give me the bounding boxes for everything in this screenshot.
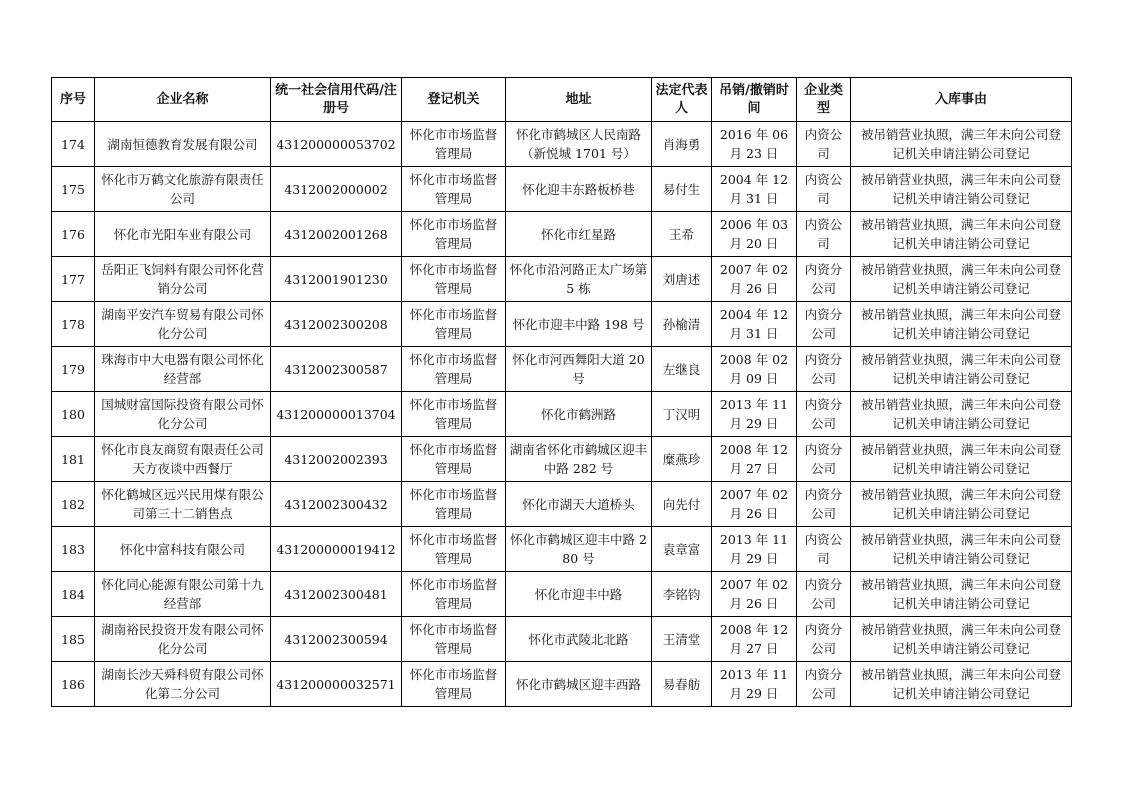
cell-reason: 被吊销营业执照，满三年未向公司登记机关申请注销公司登记 xyxy=(851,617,1072,662)
cell-company-name: 岳阳正飞饲料有限公司怀化营销分公司 xyxy=(95,257,271,302)
cell-index: 179 xyxy=(52,347,95,392)
cell-address: 怀化市鹤城区迎丰中路 280 号 xyxy=(506,527,652,572)
cell-address: 怀化市迎丰中路 xyxy=(506,572,652,617)
cell-company-name: 怀化市光阳车业有限公司 xyxy=(95,212,271,257)
table-row xyxy=(52,662,1072,707)
cell-legal-representative: 李铭钧 xyxy=(652,572,712,617)
table-row xyxy=(52,527,1072,572)
table-row xyxy=(52,347,1072,392)
cell-address: 湖南省怀化市鹤城区迎丰中路 282 号 xyxy=(506,437,652,482)
cell-company-type: 内资分公司 xyxy=(797,617,851,662)
cell-legal-representative: 左继良 xyxy=(652,347,712,392)
cell-address: 怀化市沿河路正太广场第 5 栋 xyxy=(506,257,652,302)
cell-company-type: 内资公司 xyxy=(797,167,851,212)
table-header xyxy=(52,78,1072,122)
cell-legal-representative: 丁汉明 xyxy=(652,392,712,437)
cell-legal-representative: 刘唐述 xyxy=(652,257,712,302)
table-row xyxy=(52,257,1072,302)
cell-company-name: 怀化市万鹤文化旅游有限责任公司 xyxy=(95,167,271,212)
cell-revocation-date: 2008 年 12 月 27 日 xyxy=(712,617,797,662)
cell-company-name: 怀化鹤城区远兴民用煤有限公司第三十二销售点 xyxy=(95,482,271,527)
cell-reason: 被吊销营业执照，满三年未向公司登记机关申请注销公司登记 xyxy=(851,347,1072,392)
cell-legal-representative: 孙榆清 xyxy=(652,302,712,347)
cell-legal-representative: 王希 xyxy=(652,212,712,257)
cell-registration-authority: 怀化市市场监督管理局 xyxy=(402,437,506,482)
cell-company-type: 内资分公司 xyxy=(797,662,851,707)
cell-revocation-date: 2007 年 02 月 26 日 xyxy=(712,482,797,527)
cell-registration-authority: 怀化市市场监督管理局 xyxy=(402,302,506,347)
cell-registration-authority: 怀化市市场监督管理局 xyxy=(402,257,506,302)
cell-index: 182 xyxy=(52,482,95,527)
cell-revocation-date: 2013 年 11 月 29 日 xyxy=(712,662,797,707)
cell-reason: 被吊销营业执照，满三年未向公司登记机关申请注销公司登记 xyxy=(851,167,1072,212)
cell-credit-code: 4312001901230 xyxy=(271,257,402,302)
cell-index: 175 xyxy=(52,167,95,212)
cell-reason: 被吊销营业执照，满三年未向公司登记机关申请注销公司登记 xyxy=(851,437,1072,482)
header-address: 地址 xyxy=(506,78,652,122)
table-row xyxy=(52,212,1072,257)
cell-reason: 被吊销营业执照，满三年未向公司登记机关申请注销公司登记 xyxy=(851,257,1072,302)
cell-revocation-date: 2013 年 11 月 29 日 xyxy=(712,392,797,437)
header-index: 序号 xyxy=(52,78,95,122)
table-row xyxy=(52,302,1072,347)
cell-revocation-date: 2006 年 03 月 20 日 xyxy=(712,212,797,257)
cell-company-name: 珠海市中大电器有限公司怀化经营部 xyxy=(95,347,271,392)
cell-registration-authority: 怀化市市场监督管理局 xyxy=(402,122,506,167)
cell-legal-representative: 易付生 xyxy=(652,167,712,212)
cell-registration-authority: 怀化市市场监督管理局 xyxy=(402,347,506,392)
cell-index: 181 xyxy=(52,437,95,482)
cell-credit-code: 4312002300432 xyxy=(271,482,402,527)
cell-credit-code: 4312002000002 xyxy=(271,167,402,212)
cell-legal-representative: 易春舫 xyxy=(652,662,712,707)
cell-registration-authority: 怀化市市场监督管理局 xyxy=(402,482,506,527)
cell-registration-authority: 怀化市市场监督管理局 xyxy=(402,662,506,707)
table-row xyxy=(52,122,1072,167)
cell-company-name: 怀化同心能源有限公司第十九经营部 xyxy=(95,572,271,617)
cell-revocation-date: 2004 年 12 月 31 日 xyxy=(712,167,797,212)
cell-company-type: 内资分公司 xyxy=(797,482,851,527)
header-legal-representative: 法定代表人 xyxy=(652,78,712,122)
cell-company-type: 内资公司 xyxy=(797,122,851,167)
cell-address: 怀化迎丰东路板桥巷 xyxy=(506,167,652,212)
cell-legal-representative: 向先付 xyxy=(652,482,712,527)
cell-index: 186 xyxy=(52,662,95,707)
cell-company-name: 国城财富国际投资有限公司怀化分公司 xyxy=(95,392,271,437)
cell-credit-code: 4312002300594 xyxy=(271,617,402,662)
cell-address: 怀化市迎丰中路 198 号 xyxy=(506,302,652,347)
table-body xyxy=(52,122,1072,707)
cell-address: 怀化市湖天大道桥头 xyxy=(506,482,652,527)
cell-revocation-date: 2004 年 12 月 31 日 xyxy=(712,302,797,347)
cell-credit-code: 4312002002393 xyxy=(271,437,402,482)
cell-revocation-date: 2007 年 02 月 26 日 xyxy=(712,572,797,617)
cell-credit-code: 4312002300481 xyxy=(271,572,402,617)
cell-credit-code: 431200000019412 xyxy=(271,527,402,572)
header-revocation-date: 吊销/撤销时间 xyxy=(712,78,797,122)
cell-credit-code: 4312002001268 xyxy=(271,212,402,257)
cell-reason: 被吊销营业执照，满三年未向公司登记机关申请注销公司登记 xyxy=(851,122,1072,167)
revoked-enterprise-table xyxy=(51,77,1072,707)
cell-company-name: 湖南平安汽车贸易有限公司怀化分公司 xyxy=(95,302,271,347)
cell-index: 174 xyxy=(52,122,95,167)
cell-company-name: 怀化中富科技有限公司 xyxy=(95,527,271,572)
cell-company-type: 内资分公司 xyxy=(797,572,851,617)
cell-index: 180 xyxy=(52,392,95,437)
cell-company-type: 内资分公司 xyxy=(797,347,851,392)
cell-index: 183 xyxy=(52,527,95,572)
table-row xyxy=(52,167,1072,212)
cell-reason: 被吊销营业执照，满三年未向公司登记机关申请注销公司登记 xyxy=(851,482,1072,527)
cell-address: 怀化市鹤城区迎丰西路 xyxy=(506,662,652,707)
cell-revocation-date: 2007 年 02 月 26 日 xyxy=(712,257,797,302)
cell-reason: 被吊销营业执照，满三年未向公司登记机关申请注销公司登记 xyxy=(851,302,1072,347)
cell-address: 怀化市鹤洲路 xyxy=(506,392,652,437)
cell-company-type: 内资分公司 xyxy=(797,437,851,482)
cell-registration-authority: 怀化市市场监督管理局 xyxy=(402,167,506,212)
cell-company-type: 内资分公司 xyxy=(797,302,851,347)
cell-registration-authority: 怀化市市场监督管理局 xyxy=(402,617,506,662)
cell-company-type: 内资公司 xyxy=(797,212,851,257)
header-credit-code: 统一社会信用代码/注册号 xyxy=(271,78,402,122)
header-company-name: 企业名称 xyxy=(95,78,271,122)
cell-credit-code: 4312002300587 xyxy=(271,347,402,392)
cell-company-type: 内资公司 xyxy=(797,527,851,572)
cell-company-name: 怀化市良友商贸有限责任公司天方夜谈中西餐厅 xyxy=(95,437,271,482)
cell-address: 怀化市红星路 xyxy=(506,212,652,257)
cell-credit-code: 431200000032571 xyxy=(271,662,402,707)
cell-company-type: 内资分公司 xyxy=(797,392,851,437)
cell-legal-representative: 肖海勇 xyxy=(652,122,712,167)
cell-reason: 被吊销营业执照，满三年未向公司登记机关申请注销公司登记 xyxy=(851,392,1072,437)
cell-legal-representative: 王清堂 xyxy=(652,617,712,662)
cell-index: 177 xyxy=(52,257,95,302)
cell-address: 怀化市河西舞阳大道 20 号 xyxy=(506,347,652,392)
cell-index: 185 xyxy=(52,617,95,662)
table-row xyxy=(52,482,1072,527)
cell-address: 怀化市武陵北北路 xyxy=(506,617,652,662)
table-row xyxy=(52,617,1072,662)
cell-revocation-date: 2016 年 06 月 23 日 xyxy=(712,122,797,167)
cell-registration-authority: 怀化市市场监督管理局 xyxy=(402,392,506,437)
cell-index: 178 xyxy=(52,302,95,347)
cell-company-name: 湖南恒德教育发展有限公司 xyxy=(95,122,271,167)
cell-legal-representative: 糜燕珍 xyxy=(652,437,712,482)
cell-company-name: 湖南裕民投资开发有限公司怀化分公司 xyxy=(95,617,271,662)
cell-registration-authority: 怀化市市场监督管理局 xyxy=(402,212,506,257)
cell-credit-code: 4312002300208 xyxy=(271,302,402,347)
header-reason: 入库事由 xyxy=(851,78,1072,122)
cell-reason: 被吊销营业执照，满三年未向公司登记机关申请注销公司登记 xyxy=(851,527,1072,572)
cell-revocation-date: 2008 年 02 月 09 日 xyxy=(712,347,797,392)
cell-credit-code: 431200000013704 xyxy=(271,392,402,437)
cell-company-name: 湖南长沙天舜科贸有限公司怀化第二分公司 xyxy=(95,662,271,707)
cell-index: 184 xyxy=(52,572,95,617)
cell-company-type: 内资分公司 xyxy=(797,257,851,302)
cell-reason: 被吊销营业执照，满三年未向公司登记机关申请注销公司登记 xyxy=(851,662,1072,707)
cell-index: 176 xyxy=(52,212,95,257)
table-row xyxy=(52,437,1072,482)
cell-registration-authority: 怀化市市场监督管理局 xyxy=(402,572,506,617)
table-row xyxy=(52,392,1072,437)
cell-credit-code: 431200000053702 xyxy=(271,122,402,167)
cell-revocation-date: 2008 年 12 月 27 日 xyxy=(712,437,797,482)
cell-revocation-date: 2013 年 11 月 29 日 xyxy=(712,527,797,572)
cell-registration-authority: 怀化市市场监督管理局 xyxy=(402,527,506,572)
cell-reason: 被吊销营业执照，满三年未向公司登记机关申请注销公司登记 xyxy=(851,572,1072,617)
cell-address: 怀化市鹤城区人民南路（新悦城 1701 号） xyxy=(506,122,652,167)
table-row xyxy=(52,572,1072,617)
cell-legal-representative: 袁章富 xyxy=(652,527,712,572)
header-company-type: 企业类型 xyxy=(797,78,851,122)
header-registration-authority: 登记机关 xyxy=(402,78,506,122)
revoked-enterprise-table-container xyxy=(51,77,1071,707)
cell-reason: 被吊销营业执照，满三年未向公司登记机关申请注销公司登记 xyxy=(851,212,1072,257)
